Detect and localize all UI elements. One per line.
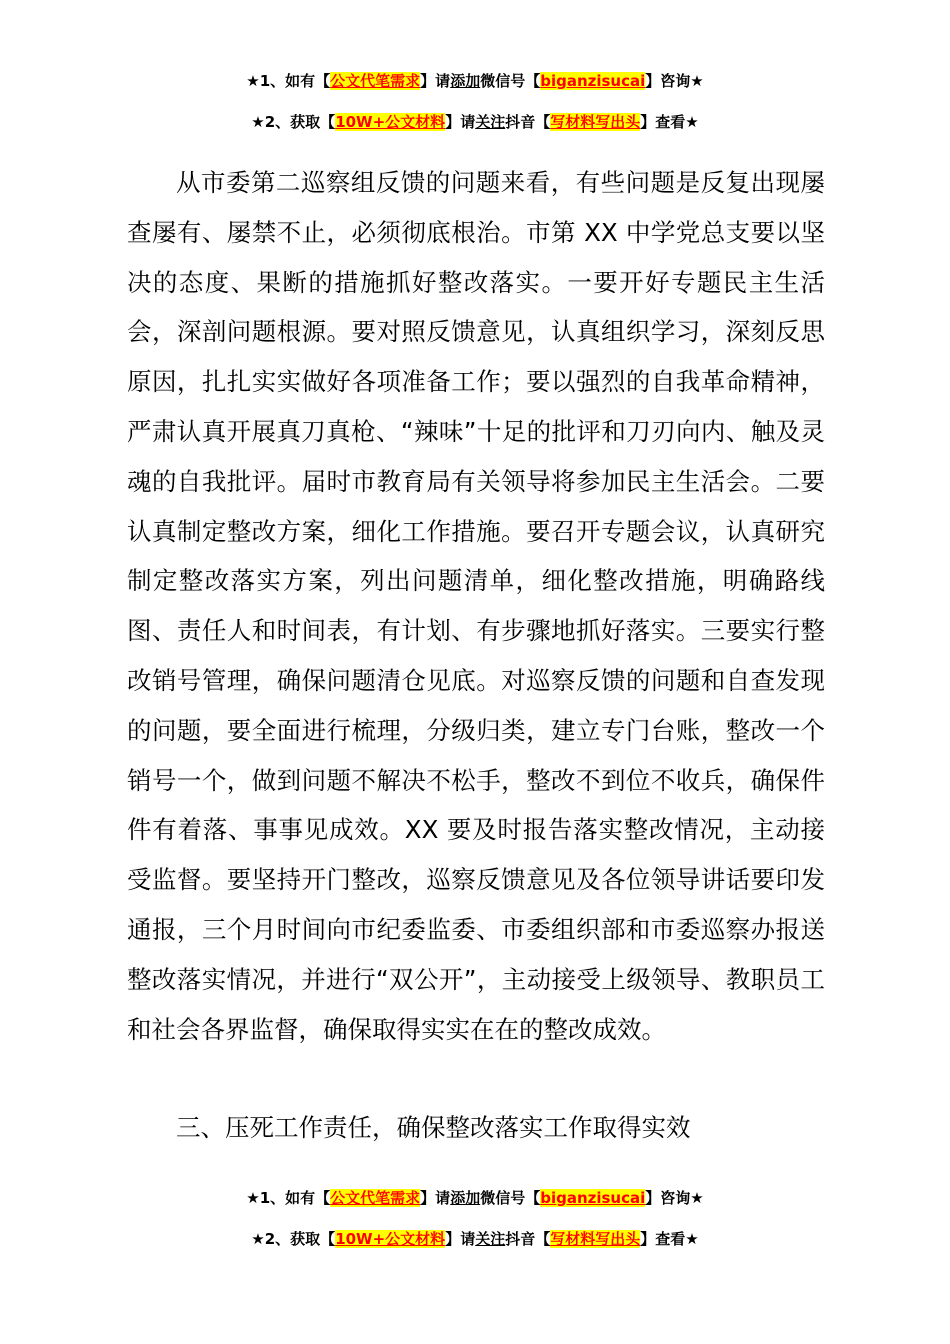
- highlight-service: 公文代笔需求: [330, 72, 421, 90]
- body-paragraph: 从市委第二巡察组反馈的问题来看，有些问题是反复出现屡查屡有、屡禁不止，必须彻底根治。市第 XX 中学党总支要以坚决的态度、果断的措施抓好整改落实。一要开好专题民主生活会，深剖问题根源。要对照反馈意见，认真组织学习，深刻反思原因，扎扎实实做好各项准备工作；要以强烈的自我革命精神，严肃认真开展真刀真枪、“辣味”十足的批评和刀刃向内、触及灵魂的自我批评。届时市教育局有关领导将参加民主生活会。二要认真制定整改方案，细化工作措施。要召开专题会议，认真研究制定整改落实方案，列出问题清单，细化整改措施，明确路线图、责任人和时间表，有计划、有步骤地抓好落实。三要实行整改销号管理，确保问题清仓见底。对巡察反馈的问题和自查发现的问题，要全面进行梳理，分级归类，建立专门台账，整改一个销号一个，做到问题不解决不松手，整改不到位不收兵，确保件件有着落、事事见成效。XX 要及时报告落实整改情况，主动接受监督。要坚持开门整改，巡察反馈意见及各位领导讲话要印发通报，三个月时间向市纪委监委、市委组织部和市委巡察办报送整改落实情况，并进行“双公开”，主动接受上级领导、教职员工和社会各界监督，确保取得实实在在的整改成效。: [127, 168, 825, 1044]
- footer-promo-line-2: [0, 1228, 950, 1250]
- star-suffix: 】咨询★: [645, 1189, 704, 1207]
- header-promo-line-2: [0, 111, 950, 133]
- underlined-word: 关注: [475, 113, 506, 131]
- star-prefix: ★2、获取【: [251, 113, 336, 131]
- underlined-word: 添加: [450, 1189, 481, 1207]
- header-promo-line-1: [0, 70, 950, 92]
- star-prefix: ★2、获取【: [251, 1230, 336, 1248]
- text-segment: 抖音【: [505, 1230, 551, 1248]
- footer-promo-line-1: [0, 1187, 950, 1209]
- highlight-materials: 10W+公文材料: [335, 1230, 446, 1248]
- star-suffix: 】查看★: [640, 113, 699, 131]
- star-suffix: 】咨询★: [645, 72, 704, 90]
- text-segment: 抖音【: [505, 113, 551, 131]
- text-segment: 】请: [420, 1189, 451, 1207]
- highlight-materials: 10W+公文材料: [335, 113, 446, 131]
- underlined-word: 关注: [475, 1230, 506, 1248]
- star-prefix: ★1、如有【: [246, 72, 331, 90]
- highlight-wechat-id: biganzisucai: [540, 72, 646, 90]
- text-segment: 】请: [445, 113, 476, 131]
- star-suffix: 】查看★: [640, 1230, 699, 1248]
- highlight-douyin-account: 写材料写出头: [550, 1230, 641, 1248]
- highlight-wechat-id: biganzisucai: [540, 1189, 646, 1207]
- text-segment: 微信号【: [480, 72, 541, 90]
- section-heading: 三、压死工作责任，确保整改落实工作取得实效: [176, 1113, 691, 1142]
- text-segment: 】请: [420, 72, 451, 90]
- text-segment: 】请: [445, 1230, 476, 1248]
- text-segment: 微信号【: [480, 1189, 541, 1207]
- highlight-douyin-account: 写材料写出头: [550, 113, 641, 131]
- star-prefix: ★1、如有【: [246, 1189, 331, 1207]
- highlight-service: 公文代笔需求: [330, 1189, 421, 1207]
- underlined-word: 添加: [450, 72, 481, 90]
